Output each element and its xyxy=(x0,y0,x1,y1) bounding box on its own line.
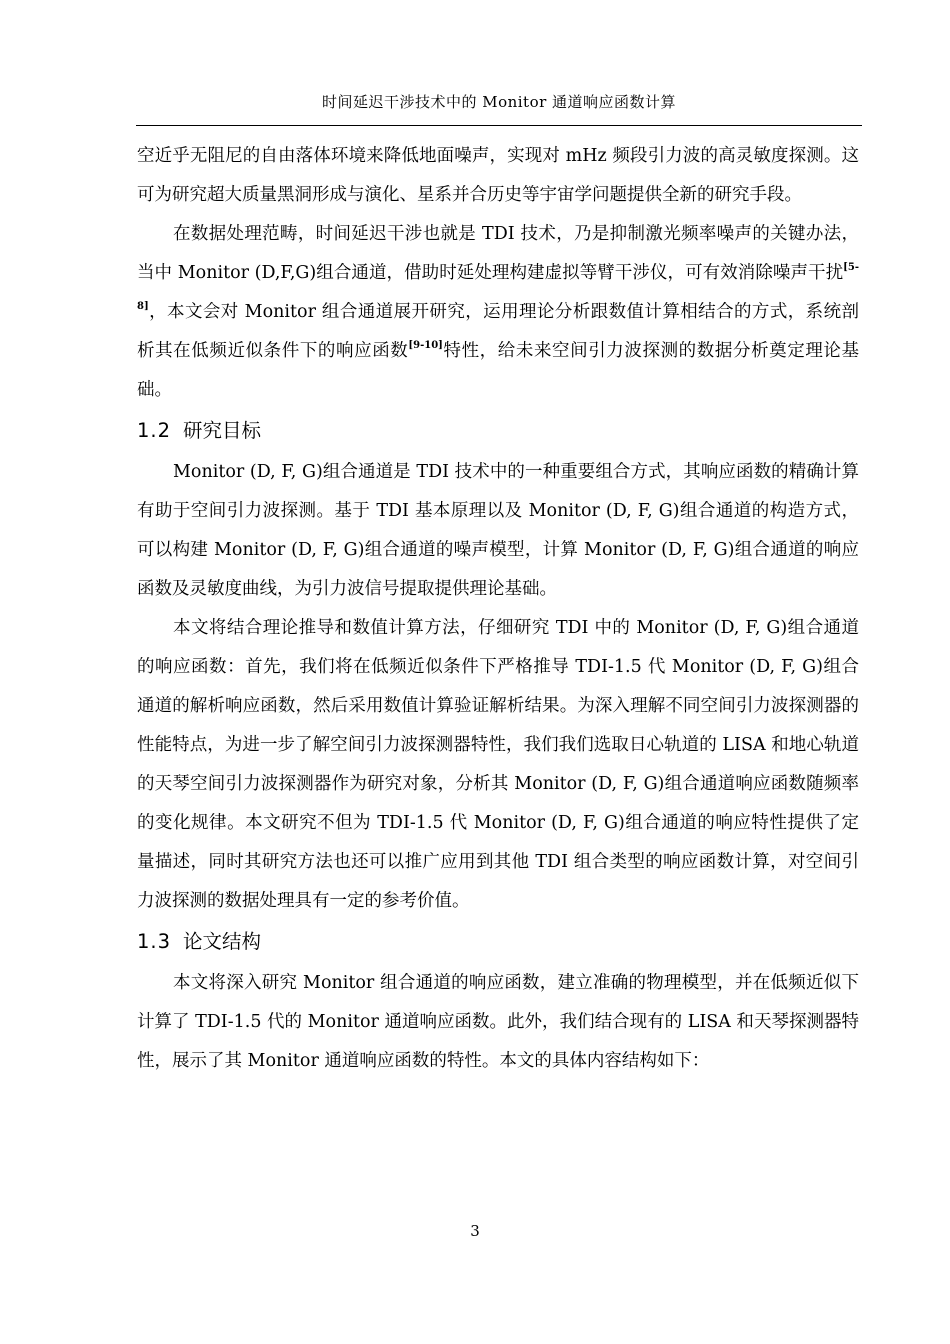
section-number: 1.2 xyxy=(137,419,172,442)
section-number: 1.3 xyxy=(137,930,172,953)
page-number: 3 xyxy=(470,1222,480,1240)
section-title: 研究目标 xyxy=(183,419,262,442)
paragraph-research-goals-1: Monitor (D, F, G)组合通道是 TDI 技术中的一种重要组合方式，其响应函数的精确计算有助于空间引力波探测。基于 TDI 基本原理以及 Monitor (D, F, G)组合通道的构造方式，可以构建 Monitor (D, F, G)组合通道的噪声模型，计算 Monitor (D, F, G)组合通道的响应函数及灵敏度曲线，为引力波信号提取提供理论基础。 xyxy=(137,462,859,599)
paragraph-tdi-data-processing xyxy=(137,215,859,410)
paragraph-continued: 空近乎无阻尼的自由落体环境来降低地面噪声，实现对 mHz 频段引力波的高灵敏度探测。这可为研究超大质量黑洞形成与演化、星系并合历史等宇宙学问题提供全新的研究手段。 xyxy=(137,146,859,205)
paragraph-text: 在数据处理范畴，时间延迟干涉也就是 TDI 技术，乃是抑制激光频率噪声的关键办法，当中 Monitor (D,F,G)组合通道，借助时延处理构建虚拟等臂干涉仪，可有效消除噪声干扰 xyxy=(137,224,859,283)
citation[interactable]: [5-8] xyxy=(137,262,859,312)
section-heading-research-goals xyxy=(137,410,859,453)
paragraph-text: 特性，给未来空间引力波探测的数据分析奠定理论基础。 xyxy=(137,341,860,400)
body-text xyxy=(137,137,859,1081)
paragraph-text: ，本文会对 Monitor 组合通道展开研究，运用理论分析跟数值计算相结合的方式，系统剖析其在低频近似条件下的响应函数 xyxy=(137,302,859,361)
header-rule xyxy=(136,125,862,126)
running-header: 时间延迟干涉技术中的 Monitor 通道响应函数计算 xyxy=(321,93,677,111)
section-title: 论文结构 xyxy=(183,930,262,953)
paragraph-research-goals-2: 本文将结合理论推导和数值计算方法，仔细研究 TDI 中的 Monitor (D, F, G)组合通道的响应函数：首先，我们将在低频近似条件下严格推导 TDI-1.5 代 Monitor (D, F, G)组合通道的解析响应函数，然后采用数值计算验证解析结果。为深入理解不同空间引力波探测器的性能特点，为进一步了解空间引力波探测器特性，我们我们选取日心轨道的 LISA 和地心轨道的天琴空间引力波探测器作为研究对象，分析其 Monitor (D, F, G)组合通道响应函数随频率的变化规律。本文研究不但为 TDI-1.5 代 Monitor (D, F, G)组合通道的响应特性提供了定量描述，同时其研究方法也还可以推广应用到其他 TDI 组合类型的响应函数计算，对空间引力波探测的数据处理具有一定的参考价值。 xyxy=(137,618,859,911)
citation[interactable]: [9-10] xyxy=(408,340,443,351)
section-heading-thesis-structure xyxy=(137,921,859,964)
paragraph-thesis-structure: 本文将深入研究 Monitor 组合通道的响应函数，建立准确的物理模型，并在低频近似下计算了 TDI-1.5 代的 Monitor 通道响应函数。此外，我们结合现有的 LISA 和天琴探测器特性，展示了其 Monitor 通道响应函数的特性。本文的具体内容结构如下： xyxy=(137,973,859,1071)
